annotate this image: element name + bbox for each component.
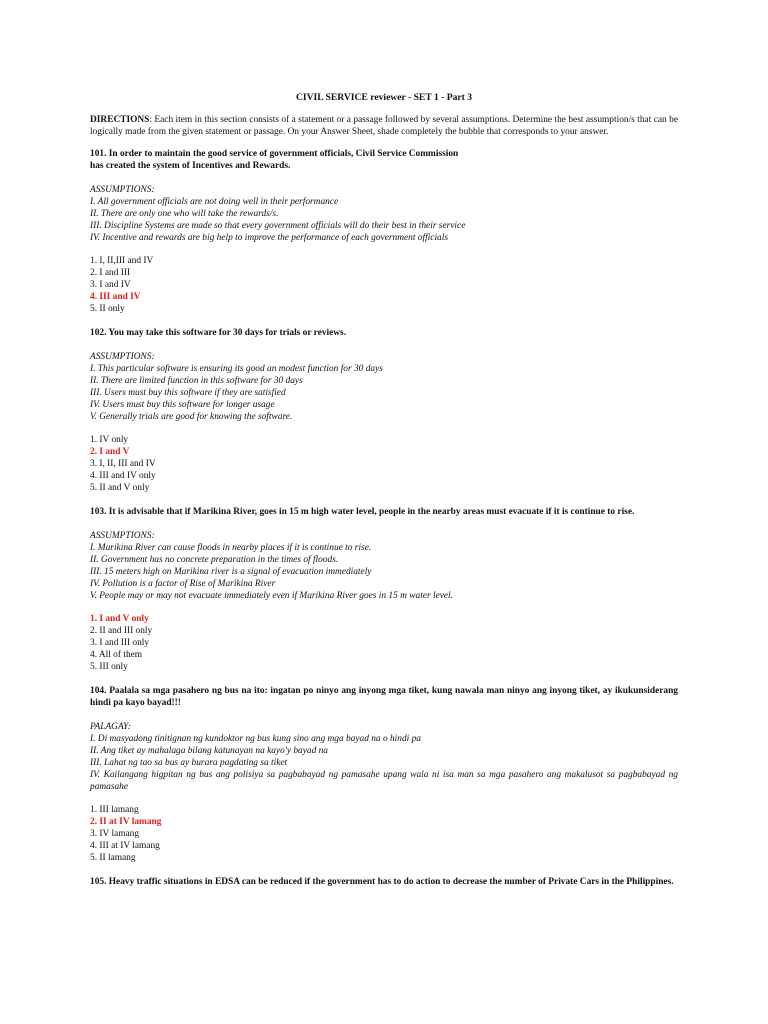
question-102 [90,327,678,494]
correct-answer-choice: 2. I and V [90,447,130,457]
question-105 [90,876,678,888]
assumption-item: II. Ang tiket ay mahalaga bilang katunayan na kayo'y bayad na [90,746,328,756]
assumption-item: III. Users must buy this software if they are satisfied [90,388,286,398]
assumption-item: II. Government has no concrete preparation in the times of floods. [90,555,339,565]
question-line: 104. Paalala sa mga pasahero ng bus na ito: ingatan po ninyo ang inyong mga tiket, kung nawala man ninyo ang inyong tiket, ay ikukunsiderang hindi pa kayo bayad!!! [90,686,678,708]
answer-choice: 4. III at IV lamang [90,841,160,851]
assumptions-label: PALAGAY: [90,722,131,732]
assumption-item: V. People may or may not evacuate immediately even if Marikina River goes in 15 m water level. [90,591,454,601]
answer-choice: 2. II and III only [90,626,153,636]
answer-choice: 5. II lamang [90,853,136,863]
assumption-item: I. All government officials are not doing well in their performance [90,197,339,207]
assumptions-label: ASSUMPTIONS: [90,352,155,362]
question-line: 103. It is advisable that if Marikina River, goes in 15 m high water level, people in the nearby areas must evacuate if it is continue to rise. [90,507,635,517]
assumption-item: I. Marikina River can cause floods in nearby places if it is continue to rise. [90,543,372,553]
answer-choice: 4. All of them [90,650,143,660]
question-text [90,876,678,888]
answer-choice: 3. IV lamang [90,829,140,839]
answer-choice: 3. I, II, III and IV [90,459,156,469]
directions-text: : Each item in this section consists of a statement or a passage followed by several assumptions. Determine the best assumption/s that can be logically made from the given statement or passage. On your Answer Sheet, shade completely the bubble that corresponds to your answer. [90,115,678,137]
question-text [90,148,678,172]
question-text [90,327,678,339]
correct-answer-choice: 4. III and IV [90,292,141,302]
assumption-item: IV. Pollution is a factor of Rise of Marikina River [90,579,276,589]
assumption-item: V. Generally trials are good for knowing the software. [90,412,293,422]
question-104 [90,685,678,864]
answer-choice: 2. I and III [90,268,131,278]
answer-choice: 1. IV only [90,435,129,445]
directions-label: DIRECTIONS [90,115,150,125]
assumption-item: II. There are limited function in this software for 30 days [90,376,303,386]
document-title: CIVIL SERVICE reviewer - SET 1 - Part 3 [295,92,473,103]
assumption-item: III. Lahat ng tao sa bus ay burara pagdating sa tiket [90,758,288,768]
answer-choice: 1. I, II,III and IV [90,256,154,266]
question-line: has created the system of Incentives and Rewards. [90,161,291,171]
assumption-item: I. This particular software is ensuring its good an modest function for 30 days [90,364,383,374]
question-text [90,685,678,709]
correct-answer-choice: 2. II at IV lamang [90,817,162,827]
question-line: 105. Heavy traffic situations in EDSA can be reduced if the government has to do action to decrease the number of Private Cars in the Philippines. [90,877,674,887]
answer-choice: 1. III lamang [90,805,139,815]
answer-choice: 5. II only [90,304,125,314]
assumption-item: III. Discipline Systems are made so that every government officials will do their best in their service [90,221,466,231]
assumption-item: II. There are only one who will take the rewards/s. [90,209,279,219]
answer-choice: 4. III and IV only [90,471,156,481]
question-text [90,506,678,518]
assumption-item: III. 15 meters high on Marikina river is a signal of evacuation immediately [90,567,372,577]
assumption-item: I. Di masyadong tinitignan ng kundoktor ng bus kung sino ang mga bayad na o hindi pa [90,734,421,744]
assumption-item: IV. Users must buy this software for longer usage [90,400,275,410]
answer-choice: 5. II and V only [90,483,150,493]
answer-choice: 3. I and IV [90,280,131,290]
answer-choice: 3. I and III only [90,638,150,648]
assumption-item: IV. Kailangang higpitan ng bus ang polisiya sa pagbabayad ng pamasahe upang wala ni isa man sa mga pasahero ang makalusot sa pagbabayad ng pamasahe [90,770,678,792]
assumptions-label: ASSUMPTIONS: [90,185,155,195]
answer-choice: 5. III only [90,662,128,672]
question-103 [90,506,678,673]
directions-paragraph [90,114,678,138]
assumption-item: IV. Incentive and rewards are big help to improve the performance of each government officials [90,233,448,243]
assumptions-label: ASSUMPTIONS: [90,531,155,541]
question-line: 101. In order to maintain the good service of government officials, Civil Service Commission [90,149,459,159]
question-101 [90,148,678,315]
question-line: 102. You may take this software for 30 days for trials or reviews. [90,328,347,338]
correct-answer-choice: 1. I and V only [90,614,149,624]
